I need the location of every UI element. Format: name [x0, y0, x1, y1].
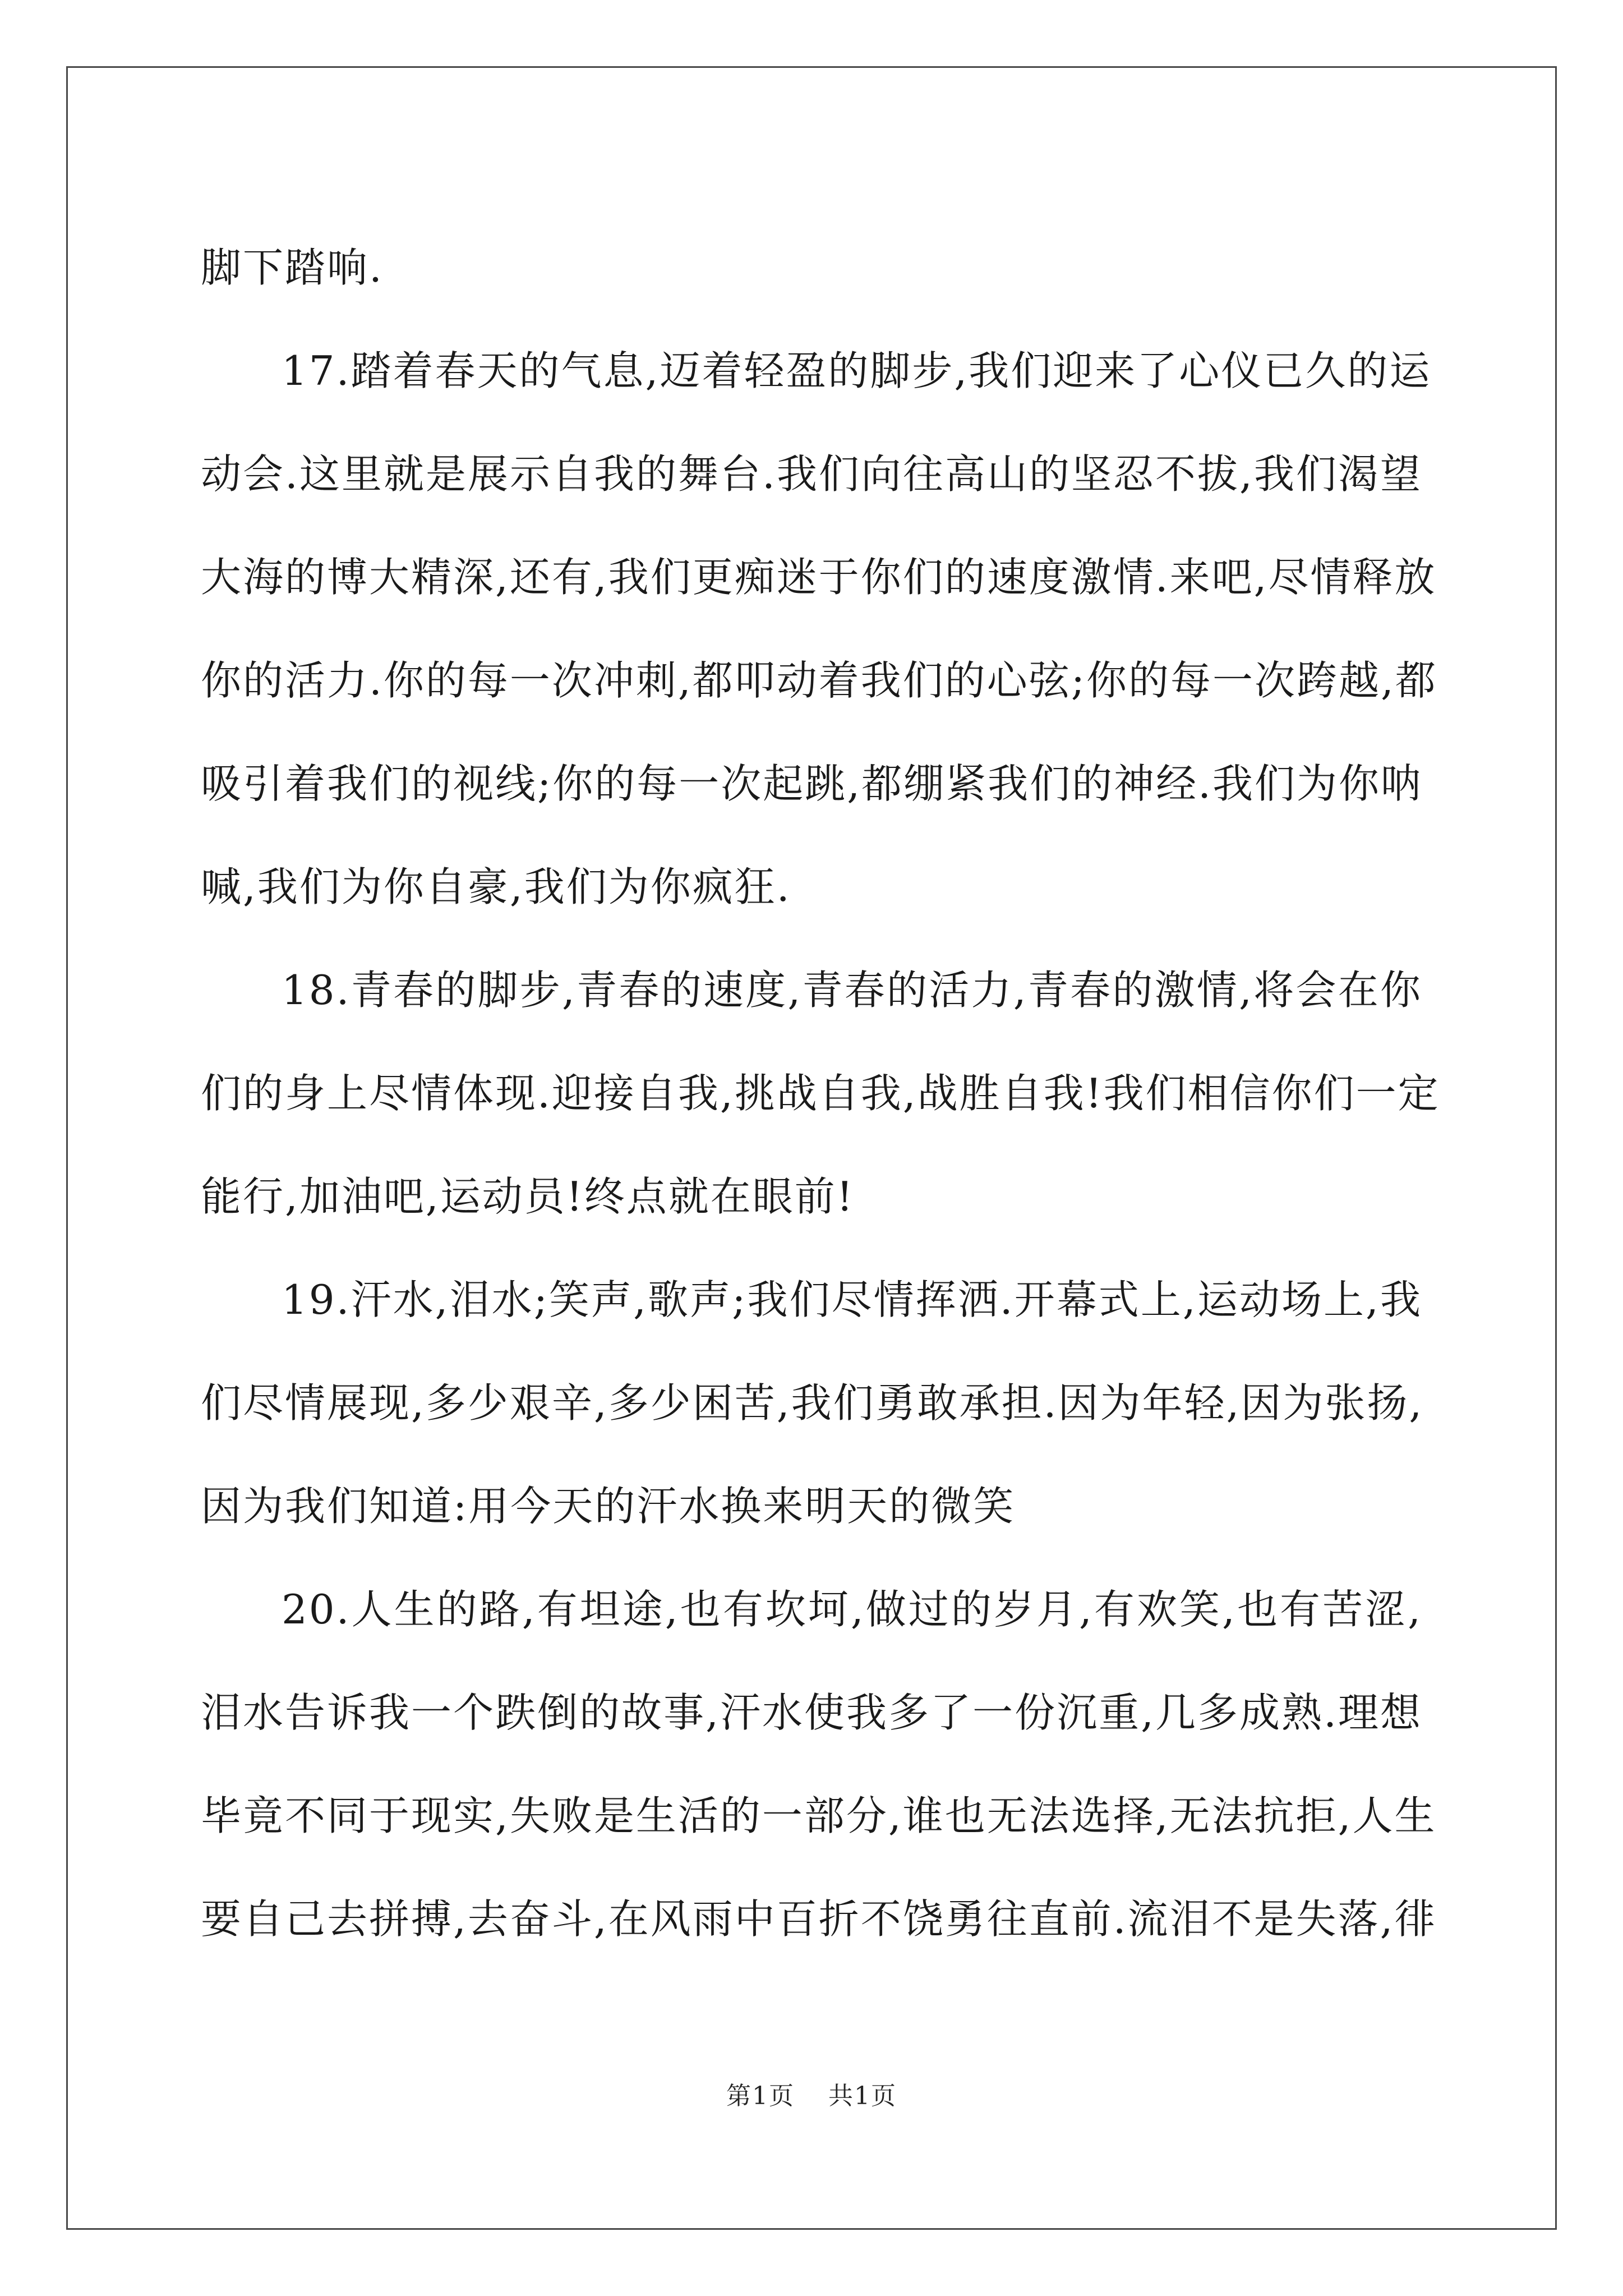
paragraph-19-line-3: 因为我们知道:用今天的汗水换来明天的微笑: [201, 1483, 1016, 1530]
paragraph-20-line-1: 20.人生的路,有坦途,也有坎坷,做过的岁月,有欢笑,也有苦涩,: [282, 1586, 1422, 1633]
paragraph-17-line-1: 17.踏着春天的气息,迈着轻盈的脚步,我们迎来了心仪已久的运: [282, 347, 1432, 394]
paragraph-20-line-3: 毕竟不同于现实,失败是生活的一部分,谁也无法选择,无法抗拒,人生: [201, 1792, 1437, 1839]
document-body: [201, 216, 1440, 1971]
paragraph-17-line-4: 你的活力.你的每一次冲刺,都叩动着我们的心弦;你的每一次跨越,都: [201, 657, 1437, 704]
paragraph-19-line-2: 们尽情展现,多少艰辛,多少困苦,我们勇敢承担.因为年轻,因为张扬,: [201, 1379, 1424, 1427]
paragraph-20-line-4: 要自己去拼搏,去奋斗,在风雨中百折不饶勇往直前.流泪不是失落,徘: [201, 1895, 1437, 1943]
page-footer: [0, 2076, 1623, 2111]
paragraph-17-line-5: 吸引着我们的视线;你的每一次起跳,都绷紧我们的神经.我们为你呐: [201, 760, 1423, 807]
paragraph-18-line-3: 能行,加油吧,运动员!终点就在眼前!: [201, 1173, 855, 1220]
paragraph-20-line-2: 泪水告诉我一个跌倒的故事,汗水使我多了一份沉重,几多成熟.理想: [201, 1689, 1422, 1736]
paragraph-continuation-line: 脚下踏响.: [201, 244, 384, 291]
paragraph-18-line-2: 们的身上尽情体现.迎接自我,挑战自我,战胜自我!我们相信你们一定: [201, 1070, 1440, 1117]
paragraph-17-line-3: 大海的博大精深,还有,我们更痴迷于你们的速度激情.来吧,尽情释放: [201, 554, 1437, 601]
page-number-label: 第1页: [726, 2082, 795, 2110]
paragraph-17-line-2: 动会.这里就是展示自我的舞台.我们向往高山的坚忍不拔,我们渴望: [201, 450, 1422, 498]
page-total-label: 共1页: [828, 2082, 897, 2110]
paragraph-17-line-6: 喊,我们为你自豪,我们为你疯狂.: [201, 863, 791, 910]
paragraph-18-line-1: 18.青春的脚步,青春的速度,青春的活力,青春的激情,将会在你: [282, 967, 1422, 1014]
paragraph-19-line-1: 19.汗水,泪水;笑声,歌声;我们尽情挥洒.开幕式上,运动场上,我: [282, 1276, 1422, 1323]
